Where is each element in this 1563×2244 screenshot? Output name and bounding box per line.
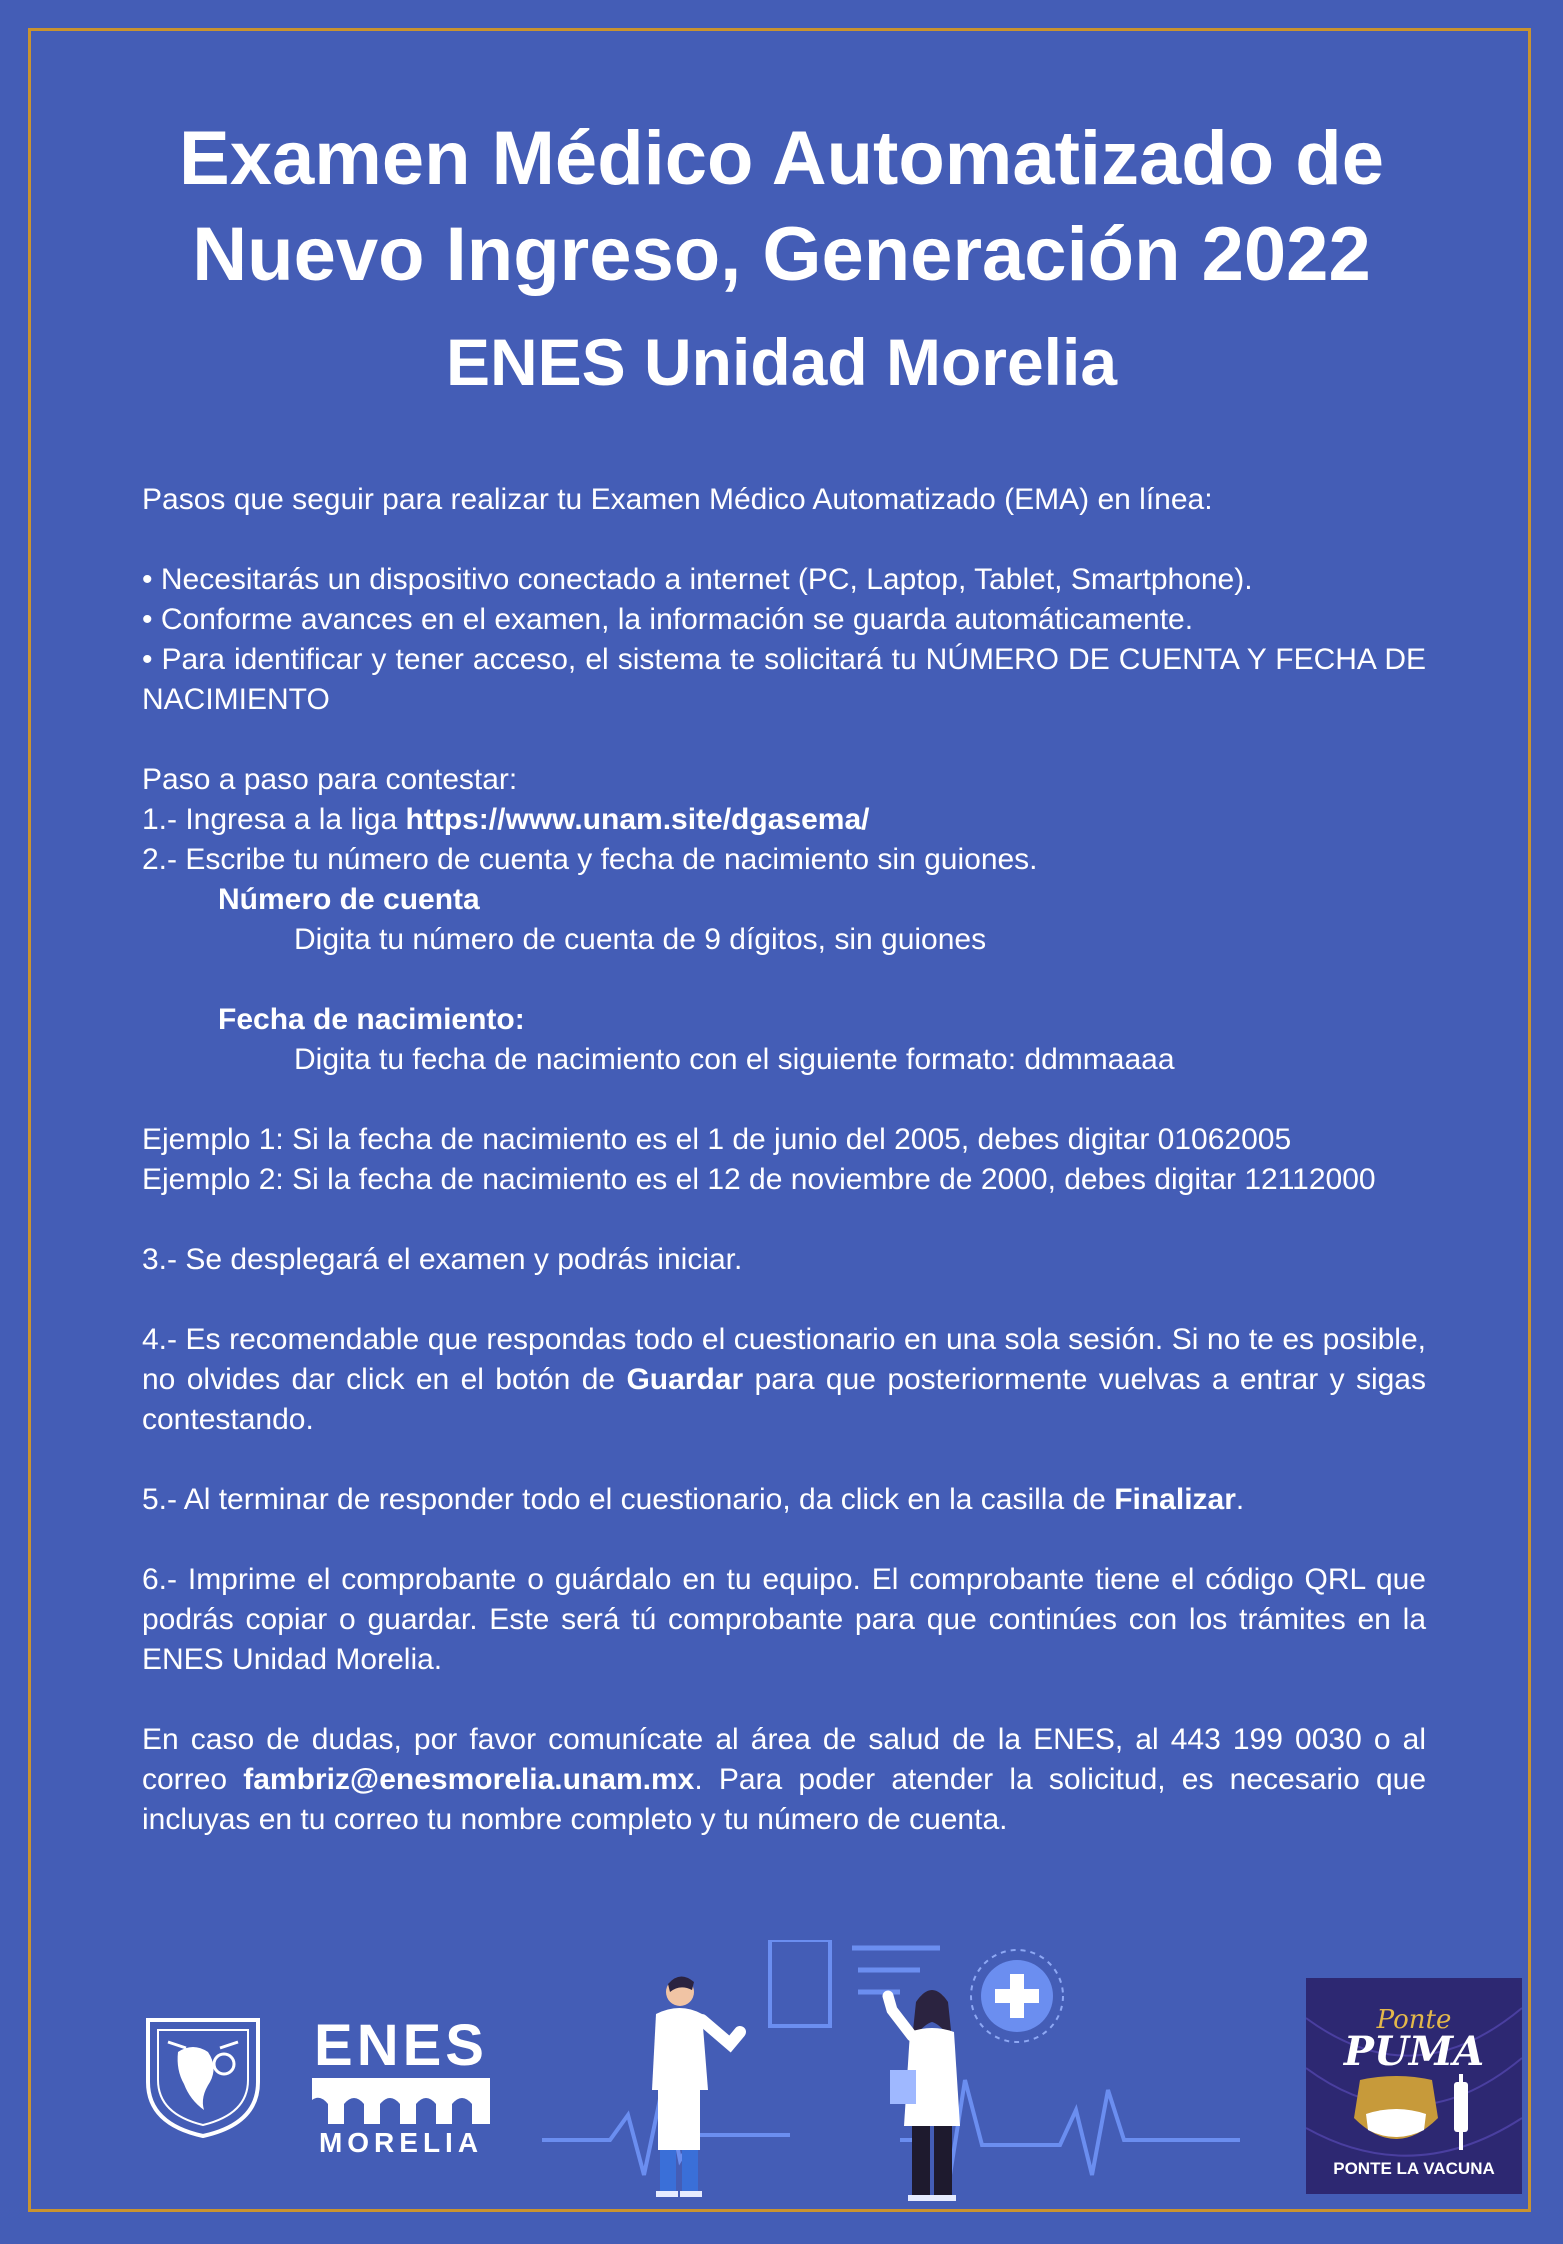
unam-seal-icon bbox=[138, 2012, 268, 2142]
finalizar-label: Finalizar bbox=[1114, 1483, 1236, 1516]
birthdate-label: Fecha de nacimiento: bbox=[218, 1003, 525, 1036]
step-3: 3.- Se desplegará el examen y podrás iniciar. bbox=[142, 1243, 743, 1276]
guardar-label: Guardar bbox=[626, 1363, 744, 1396]
enes-logo-word: ENES bbox=[314, 2013, 488, 2078]
enes-morelia-logo bbox=[306, 2013, 496, 2166]
contact-text: En caso de dudas, por favor comunícate al área de salud de la ENES, al 443 199 0030 o al correo fambriz@enesmorelia.unam.mx. Para poder atender la solicitud, es necesario que incluyas en tu correo tu nombre completo y tu número de cuenta. bbox=[142, 1723, 1427, 1836]
page-title-line-2: Nuevo Ingreso, Generación 2022 bbox=[192, 212, 1371, 297]
bullet-item: • Necesitarás un dispositivo conectado a internet (PC, Laptop, Tablet, Smartphone). bbox=[142, 563, 1253, 596]
step-5: 5.- Al terminar de responder todo el cuestionario, da click en la casilla de Finalizar. bbox=[142, 1483, 1245, 1516]
example-2: Ejemplo 2: Si la fecha de nacimiento es el 12 de noviembre de 2000, debes digitar 12112000 bbox=[142, 1163, 1376, 1196]
doctors-illustration bbox=[540, 1940, 1260, 2210]
page-subtitle: ENES Unidad Morelia bbox=[445, 325, 1118, 399]
step-1-text: 1.- Ingresa a la liga bbox=[142, 803, 406, 836]
ponte-la-vacuna-badge bbox=[1306, 1978, 1522, 2194]
doctor-male-icon bbox=[652, 1976, 740, 2194]
step-1 bbox=[142, 800, 1426, 840]
puma-mask-syringe-icon bbox=[1346, 2074, 1482, 2154]
bullet-item: • Para identificar y tener acceso, el sistema te solicitará tu NÚMERO DE CUENTA Y FECHA DE NACIMIENTO bbox=[142, 643, 1426, 716]
step-2: 2.- Escribe tu número de cuenta y fecha de nacimiento sin guiones. bbox=[142, 843, 1038, 876]
exam-link[interactable]: https://www.unam.site/dgasema/ bbox=[405, 803, 870, 836]
instructions-body bbox=[142, 480, 1426, 1840]
step-4: 4.- Es recomendable que respondas todo el cuestionario en una sola sesión. Si no te es posible, no olvides dar click en el botón de Guardar para que posteriormente vuelvas a entrar y sigas contestando. bbox=[142, 1323, 1426, 1436]
birthdate-desc: Digita tu fecha de nacimiento con el siguiente formato: ddmmaaaa bbox=[294, 1043, 1175, 1076]
contact-email-link[interactable]: fambriz@enesmorelia.unam.mx bbox=[243, 1763, 695, 1796]
badge-label: PONTE LA VACUNA bbox=[1333, 2159, 1495, 2178]
page-title-line-1: Examen Médico Automatizado de bbox=[179, 116, 1384, 201]
step-6: 6.- Imprime el comprobante o guárdalo en tu equipo. El comprobante tiene el código QRL que podrás copiar o guardar. Este será tú comprobante para que continúes con los trámites en la ENES Unidad Morelia. bbox=[142, 1563, 1426, 1676]
enes-logo-city: MORELIA bbox=[318, 2127, 484, 2158]
account-label: Número de cuenta bbox=[218, 883, 480, 916]
account-desc: Digita tu número de cuenta de 9 dígitos, sin guiones bbox=[294, 923, 987, 956]
footer bbox=[0, 1940, 1563, 2210]
doctor-female-icon bbox=[888, 1990, 960, 2198]
intro-text: Pasos que seguir para realizar tu Examen Médico Automatizado (EMA) en línea: bbox=[142, 483, 1213, 516]
bullet-item: • Conforme avances en el examen, la información se guarda automáticamente. bbox=[142, 603, 1194, 636]
badge-puma-text: PUMA bbox=[1343, 2028, 1485, 2075]
badge-ponte-text: Ponte bbox=[1376, 2005, 1452, 2035]
steps-heading: Paso a paso para contestar: bbox=[142, 763, 518, 796]
arches-icon bbox=[312, 2078, 490, 2124]
example-1: Ejemplo 1: Si la fecha de nacimiento es el 1 de junio del 2005, debes digitar 01062005 bbox=[142, 1123, 1292, 1156]
